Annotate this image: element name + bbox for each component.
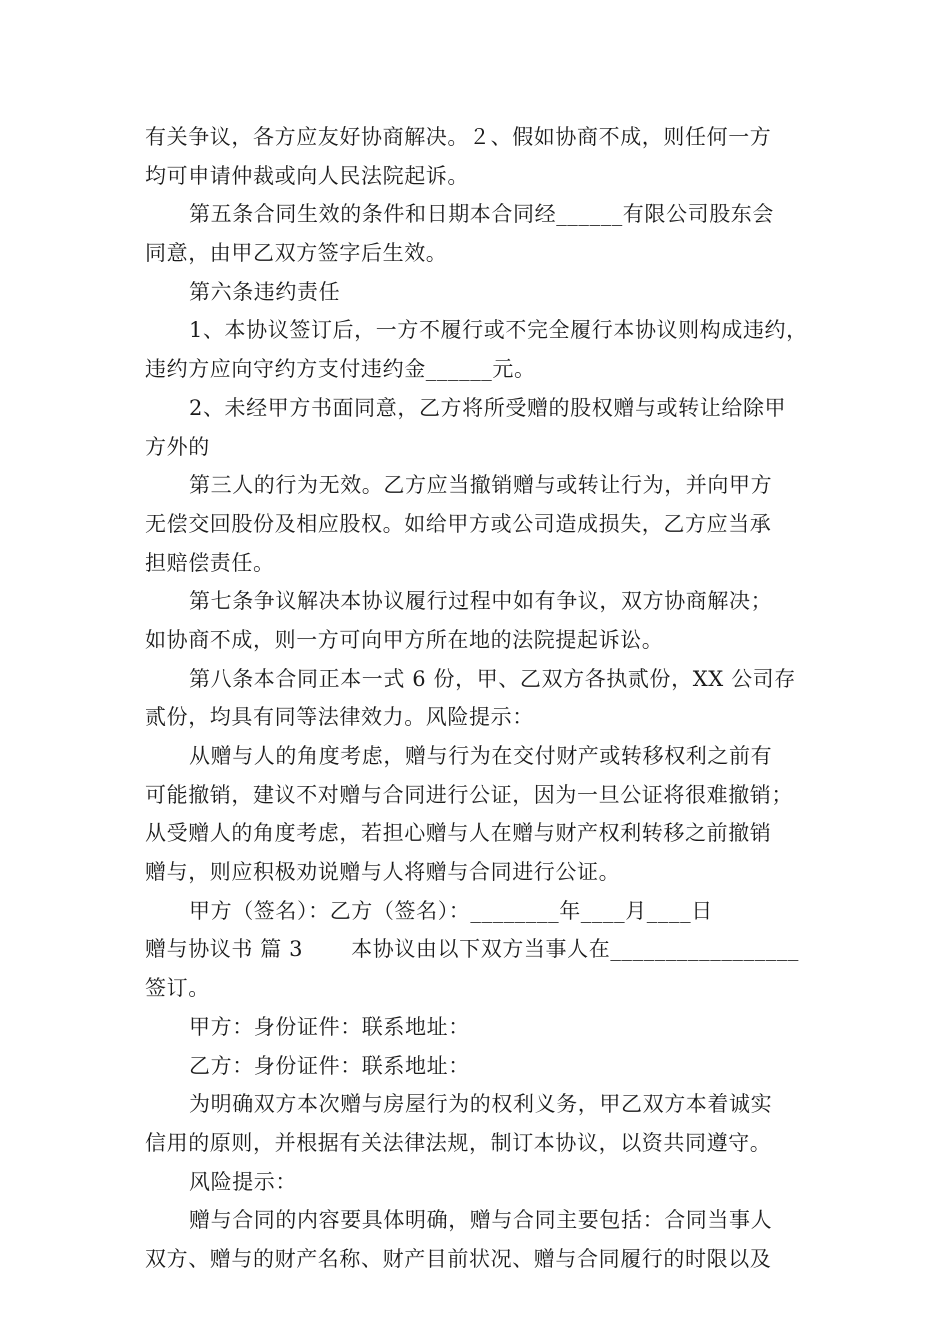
text-line: 甲方：身份证件：联系地址：	[189, 1014, 470, 1039]
text-line: 乙方：身份证件：联系地址：	[189, 1053, 470, 1078]
text-line: 第三人的行为无效。乙方应当撤销赠与或转让行为，并向甲方	[189, 473, 773, 498]
text-line: 双方、赠与的财产名称、财产目前状况、赠与合同履行的时限以及	[145, 1246, 772, 1271]
text-line: 可能撤销，建议不对赠与合同进行公证，因为一旦公证将很难撤销；	[145, 782, 793, 807]
text-line: 第七条争议解决本协议履行过程中如有争议，双方协商解决；	[189, 589, 773, 614]
text-line: 信用的原则，并根据有关法律法规，制订本协议，以资共同遵守。	[145, 1130, 772, 1155]
text-line: 风险提示：	[189, 1169, 297, 1194]
document-page	[145, 118, 813, 1279]
text-line: 甲方（签名）：乙方（签名）：________年____月____日	[189, 898, 713, 923]
text-line: 签订。	[145, 976, 210, 1001]
section-heading: 赠与协议书 篇 3	[145, 937, 304, 962]
text-line: 第八条本合同正本一式 6 份，甲、乙双方各执贰份，XX 公司存	[189, 666, 796, 691]
text-line: 方外的	[145, 434, 210, 459]
text-line: 第五条合同生效的条件和日期本合同经______有限公司股东会	[189, 202, 774, 227]
text-line: 贰份，均具有同等法律效力。风险提示：	[145, 705, 534, 730]
text-line: 赠与合同的内容要具体明确，赠与合同主要包括：合同当事人	[189, 1208, 773, 1233]
text-line: 第六条违约责任	[189, 279, 341, 304]
text-line-tail: 本协议由以下双方当事人在_________________	[351, 937, 800, 962]
text-line: 从赠与人的角度考虑，赠与行为在交付财产或转移权利之前有	[189, 744, 773, 768]
text-line: 同意，由甲乙双方签字后生效。	[145, 241, 448, 266]
text-line: 如协商不成，则一方可向甲方所在地的法院提起诉讼。	[145, 627, 664, 652]
text-line: 为明确双方本次赠与房屋行为的权利义务，甲乙双方本着诚实	[189, 1092, 773, 1117]
text-line: 担赔偿责任。	[145, 550, 275, 575]
text-line: 2、未经甲方书面同意，乙方将所受赠的股权赠与或转让给除甲	[189, 395, 787, 420]
text-line: 1、本协议签订后，一方不履行或不完全履行本协议则构成违约，	[189, 318, 808, 343]
text-line: 均可申请仲裁或向人民法院起诉。	[145, 163, 469, 188]
text-line	[145, 930, 813, 969]
text-line: 赠与，则应积极劝说赠与人将赠与合同进行公证。	[145, 860, 621, 885]
text-line: 有关争议，各方应友好协商解决。２、假如协商不成，则任何一方	[145, 125, 772, 149]
text-line: 违约方应向守约方支付违约金______元。	[145, 357, 536, 382]
text-line: 从受赠人的角度考虑，若担心赠与人在赠与财产权利转移之前撤销	[145, 821, 772, 846]
text-line: 无偿交回股份及相应股权。如给甲方或公司造成损失，乙方应当承	[145, 511, 772, 536]
